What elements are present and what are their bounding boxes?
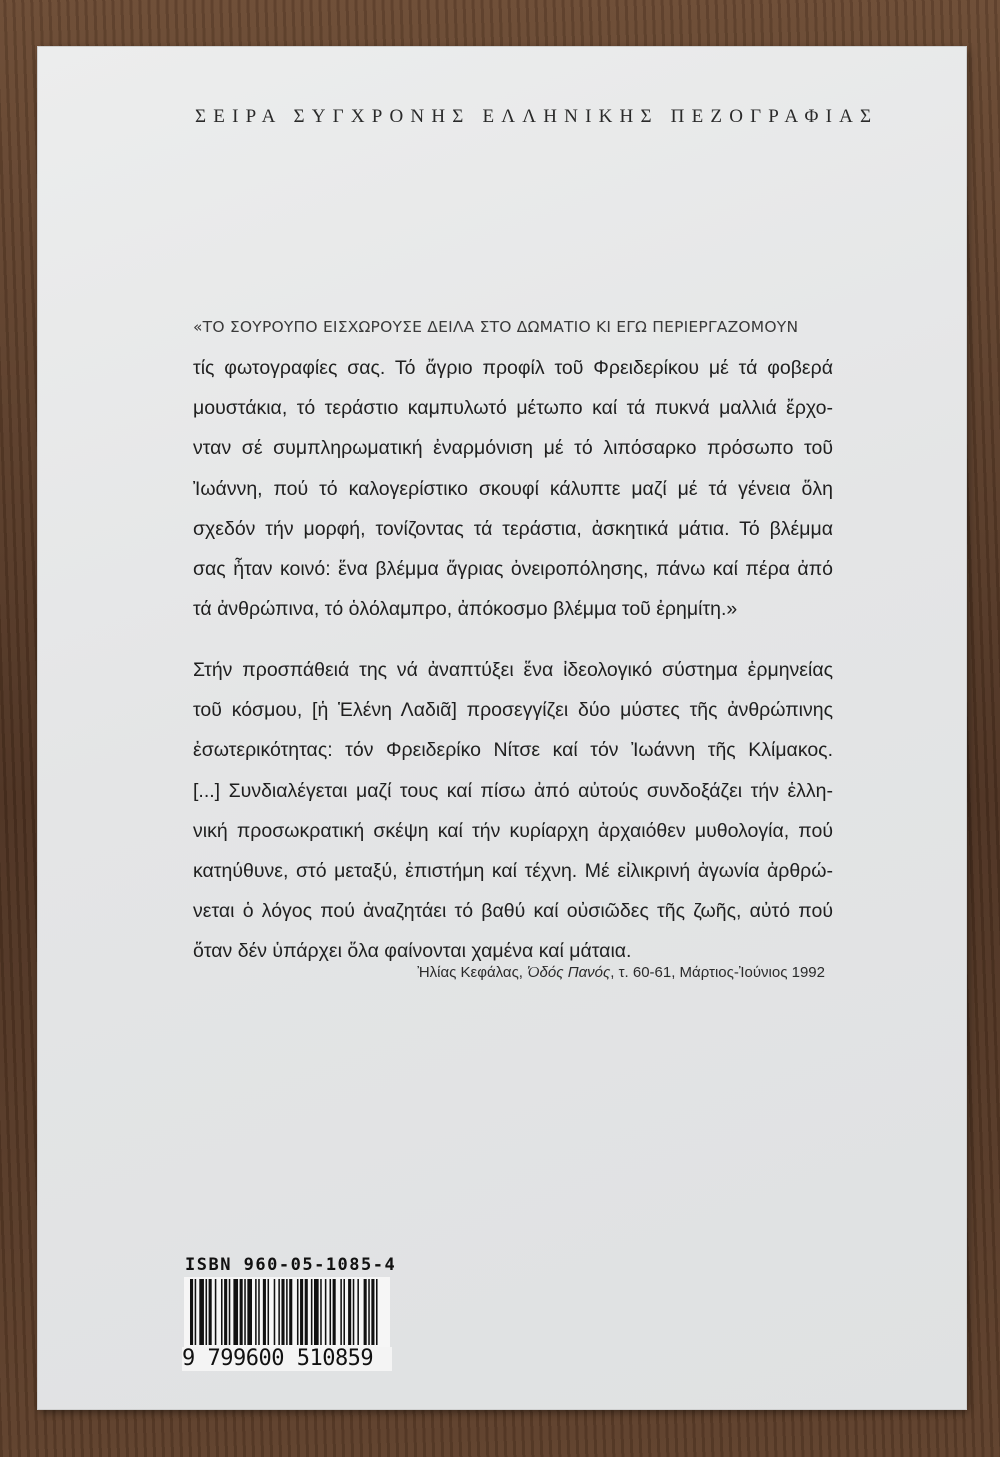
barcode-bar [357, 1279, 359, 1345]
barcode-bar [343, 1279, 345, 1345]
quote-line: μουστάκια, τό τεράστιο καμπυλωτό μέτωπο καί τά πυκνά μαλλιά ἔρχο- [193, 397, 833, 420]
barcode-bar [311, 1279, 313, 1345]
review-line: [...] Συνδιαλέγεται μαζί τους καί πίσω ἀπό αὐτούς συνδοξάζει τήν ἑλλη- [193, 779, 833, 802]
barcode-bar [229, 1279, 231, 1345]
quote-opening: «ΤΟ ΣΟΥΡΟΥΠΟ ΕΙΣΧΩΡΟΥΣΕ ΔΕΙΛΑ ΣΤΟ ΔΩΜΑΤΙΟ ΚΙ ΕΓΩ ΠΕΡΙΕΡΓΑΖΟΜΟΥΝ [193, 318, 799, 336]
barcode-bar [263, 1279, 266, 1345]
barcode [184, 1277, 390, 1357]
barcode-bar [190, 1279, 193, 1345]
quote-line: σχεδόν τήν μορφή, τονίζοντας τά τεράστια, ἀσκητικά μάτια. Τό βλέμμα [193, 517, 833, 540]
barcode-bar [368, 1279, 370, 1345]
barcode-bar [281, 1279, 284, 1345]
review-line: νεται ὁ λόγος πού ἀναζητάει τό βαθύ καί οὐσιῶδες τῆς ζωῆς, αὐτό πού [193, 900, 833, 923]
barcode-bar [314, 1279, 319, 1345]
quote-line: τίς φωτογραφίες σας. Τό ἄγριο προφίλ τοῦ Φρειδερίκου μέ τά φοβερά [193, 357, 833, 379]
barcode-bar [364, 1279, 367, 1345]
quote-line: νταν σέ συμπληρωματική ἐναρμόνιση μέ τό λιπόσαρκο πρόσωπο τοῦ [193, 437, 833, 460]
barcode-digits: 9 799600 510859 [182, 1347, 392, 1371]
quote-line: τά ἀνθρώπινα, τό ὁλόλαμπρο, ἀπόκοσμο βλέμμα τοῦ ἐρημίτη.» [193, 598, 738, 621]
barcode-bar [244, 1279, 246, 1345]
barcode-bar [286, 1279, 288, 1345]
barcode-bar [233, 1279, 238, 1345]
barcode-bars [184, 1277, 390, 1347]
barcode-bar [305, 1279, 308, 1345]
barcode-bar [320, 1279, 322, 1345]
barcode-bar [289, 1279, 292, 1345]
isbn-label: ISBN 960-05-1085-4 [185, 1255, 397, 1275]
barcode-bar [221, 1279, 223, 1345]
review-line: τοῦ κόσμου, [ἡ Ἑλένη Λαδιᾶ] προσεγγίζει δύο μύστες τῆς ἀνθρώπινης [193, 699, 833, 722]
citation-author: Ἠλίας Κεφάλας, [417, 964, 528, 981]
barcode-bar [268, 1279, 270, 1345]
barcode-bar [325, 1279, 327, 1345]
barcode-bar [199, 1279, 204, 1345]
barcode-bar [255, 1279, 257, 1345]
citation-journal: Ὁδός Πανός [527, 964, 611, 981]
barcode-bar [300, 1279, 303, 1345]
barcode-bar [224, 1279, 227, 1345]
barcode-bar [258, 1279, 260, 1345]
barcode-bar [330, 1279, 332, 1345]
barcode-bar [371, 1279, 374, 1345]
review-line: κατηύθυνε, στό μεταξύ, ἐπιστήμη καί τέχνη. Μέ εἰλικρινή ἀγωνία ἀρθρώ- [193, 860, 833, 883]
review-citation [193, 964, 825, 981]
barcode-bar [240, 1279, 243, 1345]
barcode-bar [376, 1279, 378, 1345]
barcode-bar [340, 1279, 342, 1345]
series-title: ΣΕΙΡΑ ΣΥΓΧΡΟΝΗΣ ΕΛΛΗΝΙΚΗΣ ΠΕΖΟΓΡΑΦΙΑΣ [195, 106, 879, 127]
citation-details: , τ. 60-61, Μάρτιος-Ἰούνιος 1992 [610, 964, 825, 981]
quote-line: Ἰωάννη, πού τό καλογερίστικο σκουφί κάλυπτε μαζί μέ τά γένεια ὅλη [193, 477, 833, 500]
barcode-bar [209, 1279, 212, 1345]
review-paragraph [193, 650, 833, 972]
review-line: Στήν προσπάθειά της νά ἀναπτύξει ἕνα ἰδεολογικό σύστημα ἑρμηνείας [193, 659, 833, 681]
review-line: ὅταν δέν ὑπάρχει ὅλα φαίνονται χαμένα καί μάταια. [193, 940, 632, 963]
barcode-bar [333, 1279, 336, 1345]
barcode-bar [348, 1279, 351, 1345]
review-line: ἐσωτερικότητας: τόν Φρειδερίκο Νίτσε καί τόν Ἰωάννη τῆς Κλίμακος. [193, 739, 833, 762]
quote-line: σας ἦταν κοινό: ἕνα βλέμμα ἄγριας ὀνειροπόλησης, πάνω καί πέρα ἀπό [193, 558, 833, 581]
barcode-bar [278, 1279, 280, 1345]
quote-paragraph [193, 348, 833, 629]
barcode-bar [274, 1279, 276, 1345]
barcode-bar [297, 1279, 299, 1345]
barcode-bar [206, 1279, 208, 1345]
barcode-bar [353, 1279, 355, 1345]
barcode-bar [195, 1279, 197, 1345]
barcode-bar [215, 1279, 217, 1345]
review-line: νική προσωκρατική σκέψη καί τήν κυρίαρχη ἀρχαιόθεν μυθολογία, πού [193, 819, 833, 842]
barcode-bar [247, 1279, 252, 1345]
